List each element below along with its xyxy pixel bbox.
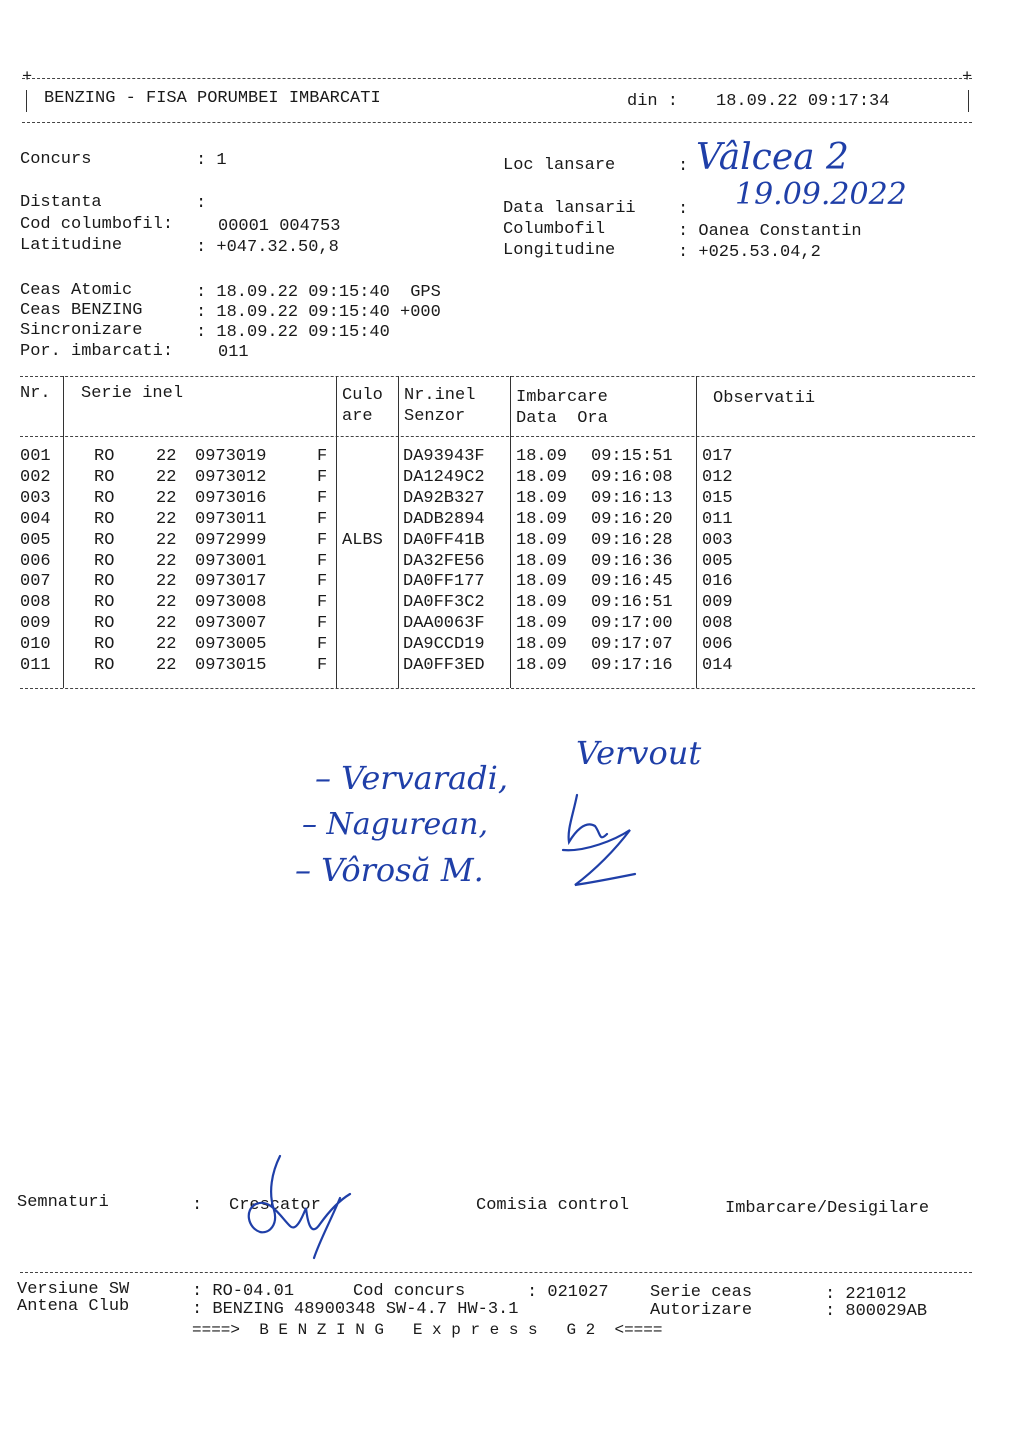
row-sex: F: [317, 656, 328, 675]
row-time: 09:15:51: [591, 447, 673, 466]
cod-columbofil-label: Cod columbofil:: [20, 215, 174, 234]
table-row: [0, 552, 1024, 573]
row-country: RO: [94, 635, 115, 655]
row-sex: F: [317, 593, 328, 613]
table-row: [0, 447, 1024, 468]
row-year: 22: [156, 635, 177, 655]
row-observatii: 015: [702, 488, 733, 508]
row-ring: 0972999: [195, 530, 267, 550]
row-sensor: DAA0063F: [403, 614, 485, 634]
table-row: [0, 468, 1024, 489]
row-sensor: DA92B327: [403, 488, 485, 508]
row-date: 18.09: [516, 635, 568, 655]
semnaturi-label: Semnaturi: [17, 1193, 109, 1212]
loc-lansare-colon: :: [678, 157, 689, 176]
col-header-culoare-1: Culo: [342, 386, 383, 405]
row-ring: 0973007: [195, 614, 267, 634]
page-title: BENZING - FISA PORUMBEI IMBARCATI: [44, 89, 381, 108]
col-header-senzor-1: Nr.inel: [404, 386, 476, 405]
row-nr: 002: [20, 467, 51, 487]
culoare-value: ALBS: [342, 531, 383, 550]
por-imbarcati-label: Por. imbarcati:: [20, 342, 174, 361]
row-sensor: DA0FF3ED: [403, 656, 485, 675]
row-nr: 005: [20, 530, 51, 550]
row-time: 09:16:51: [591, 593, 673, 613]
cod-columbofil-value: 00001 004753: [218, 217, 341, 236]
row-time: 09:16:08: [591, 467, 673, 487]
row-ring: 0973005: [195, 635, 267, 655]
row-date: 18.09: [516, 488, 568, 508]
row-time: 09:16:36: [591, 551, 673, 571]
row-sex: F: [317, 530, 328, 550]
handwritten-name: Vervout: [576, 734, 702, 772]
ceas-benzing-label: Ceas BENZING: [20, 301, 143, 320]
antena-club-label: Antena Club: [17, 1297, 130, 1316]
row-observatii: 006: [702, 635, 733, 655]
col-header-senzor-2: Senzor: [404, 407, 466, 426]
row-date: 18.09: [516, 509, 568, 529]
row-nr: 006: [20, 551, 51, 571]
concurs-label: Concurs: [20, 150, 92, 169]
row-nr: 008: [20, 593, 51, 613]
table-row: [0, 635, 1024, 656]
row-ring: 0973011: [195, 509, 267, 529]
row-country: RO: [94, 530, 115, 550]
sincronizare-label: Sincronizare: [20, 321, 143, 340]
autorizare-value: : 800029AB: [825, 1302, 928, 1321]
row-observatii: 011: [702, 509, 733, 529]
row-ring: 0973008: [195, 593, 267, 613]
row-sensor: DA0FF41B: [403, 530, 485, 550]
row-sex: F: [317, 572, 328, 592]
row-time: 09:16:45: [591, 572, 673, 592]
autorizare-label: Autorizare: [650, 1301, 753, 1320]
row-year: 22: [156, 509, 177, 529]
row-country: RO: [94, 593, 115, 613]
row-country: RO: [94, 467, 115, 487]
row-year: 22: [156, 530, 177, 550]
header-corner: +: [22, 68, 33, 87]
row-time: 09:16:20: [591, 509, 673, 529]
row-nr: 010: [20, 635, 51, 655]
crescator-signature: [230, 1152, 360, 1262]
row-country: RO: [94, 572, 115, 592]
serie-ceas-value: : 221012: [825, 1285, 907, 1304]
row-observatii: 016: [702, 572, 733, 592]
row-sex: F: [317, 447, 328, 466]
row-date: 18.09: [516, 530, 568, 550]
row-year: 22: [156, 656, 177, 675]
row-ring: 0973001: [195, 551, 267, 571]
table-bottom-rule: [20, 688, 975, 689]
row-nr: 001: [20, 447, 51, 466]
row-sex: F: [317, 509, 328, 529]
table-header-rule: [20, 436, 975, 437]
longitudine-label: Longitudine: [503, 241, 616, 260]
handwritten-note-2: – Nagurean,: [302, 807, 489, 842]
row-observatii: 005: [702, 551, 733, 571]
row-observatii: 008: [702, 614, 733, 634]
distanta-value: :: [196, 194, 207, 213]
comisia-label: Comisia control: [476, 1196, 630, 1215]
row-year: 22: [156, 467, 177, 487]
row-date: 18.09: [516, 614, 568, 634]
data-lansarii-colon: :: [678, 200, 689, 219]
row-time: 09:17:00: [591, 614, 673, 634]
col-header-culoare-2: are: [342, 407, 373, 426]
table-row: [0, 489, 1024, 510]
row-nr: 009: [20, 614, 51, 634]
loc-lansare-handwritten: Vâlcea 2: [696, 137, 849, 178]
header-top-rule: [22, 78, 972, 79]
col-header-nr: Nr.: [20, 384, 51, 403]
row-time: 09:17:07: [591, 635, 673, 655]
col-header-imbarcare-1: Imbarcare: [516, 388, 608, 407]
distanta-label: Distanta: [20, 193, 102, 212]
row-year: 22: [156, 447, 177, 466]
row-observatii: 012: [702, 467, 733, 487]
row-sensor: DA1249C2: [403, 467, 485, 487]
header-din-label: din :: [627, 92, 679, 111]
row-date: 18.09: [516, 572, 568, 592]
signature-mark: [555, 790, 645, 900]
row-ring: 0973019: [195, 447, 267, 466]
row-nr: 007: [20, 572, 51, 592]
row-sensor: DA93943F: [403, 447, 485, 466]
row-nr: 003: [20, 488, 51, 508]
cod-concurs-value: : 021027: [527, 1283, 609, 1302]
sincronizare-value: : 18.09.22 09:15:40: [196, 323, 390, 342]
row-sensor: DA0FF3C2: [403, 593, 485, 613]
col-header-observatii: Observatii: [713, 389, 816, 408]
header-left-border: [26, 90, 27, 112]
versiune-sw-value: : RO-04.01: [192, 1282, 295, 1301]
row-observatii: 017: [702, 447, 733, 466]
row-country: RO: [94, 488, 115, 508]
benzing-banner: ====> B E N Z I N G E x p r e s s G 2 <====: [192, 1321, 663, 1339]
data-lansarii-handwritten: 19.09.2022: [735, 177, 907, 212]
row-year: 22: [156, 593, 177, 613]
handwritten-note-1: – Vervaradi,: [315, 759, 508, 797]
semnaturi-colon: :: [192, 1196, 203, 1215]
columbofil-label: Columbofil: [503, 220, 606, 239]
header-corner: +: [962, 68, 973, 87]
row-country: RO: [94, 614, 115, 634]
header-timestamp: 18.09.22 09:17:34: [716, 92, 890, 111]
row-date: 18.09: [516, 656, 568, 675]
latitudine-label: Latitudine: [20, 236, 123, 255]
row-year: 22: [156, 551, 177, 571]
row-date: 18.09: [516, 467, 568, 487]
antena-club-value: : BENZING 48900348 SW-4.7 HW-3.1: [192, 1300, 519, 1319]
row-sensor: DA0FF177: [403, 572, 485, 592]
row-date: 18.09: [516, 551, 568, 571]
footer-rule: [20, 1272, 972, 1273]
row-ring: 0973017: [195, 572, 267, 592]
columbofil-value: : Oanea Constantin: [678, 222, 862, 241]
row-country: RO: [94, 551, 115, 571]
row-time: 09:17:16: [591, 656, 673, 675]
row-sex: F: [317, 488, 328, 508]
row-year: 22: [156, 488, 177, 508]
latitudine-value: : +047.32.50,8: [196, 238, 339, 257]
row-observatii: 014: [702, 656, 733, 675]
row-ring: 0973015: [195, 656, 267, 675]
row-date: 18.09: [516, 593, 568, 613]
table-top-rule: [20, 376, 975, 377]
versiune-sw-label: Versiune SW: [17, 1280, 130, 1299]
row-sex: F: [317, 551, 328, 571]
row-time: 09:16:13: [591, 488, 673, 508]
row-nr: 004: [20, 509, 51, 529]
ceas-atomic-value: : 18.09.22 09:15:40 GPS: [196, 283, 441, 302]
row-year: 22: [156, 614, 177, 634]
table-row: [0, 531, 1024, 552]
data-lansarii-label: Data lansarii: [503, 199, 636, 218]
row-time: 09:16:28: [591, 530, 673, 550]
por-imbarcati-value: 011: [218, 343, 249, 362]
row-sensor: DA9CCD19: [403, 635, 485, 655]
concurs-value: : 1: [196, 151, 227, 170]
row-sensor: DA32FE56: [403, 551, 485, 571]
header-right-border: [968, 90, 969, 112]
ceas-atomic-label: Ceas Atomic: [20, 281, 133, 300]
table-row: [0, 593, 1024, 614]
ceas-benzing-value: : 18.09.22 09:15:40 +000: [196, 303, 441, 322]
row-sensor: DADB2894: [403, 509, 485, 529]
table-row: [0, 572, 1024, 593]
row-nr: 011: [20, 656, 51, 675]
table-row: [0, 510, 1024, 531]
table-row: [0, 614, 1024, 635]
loc-lansare-label: Loc lansare: [503, 156, 616, 175]
row-country: RO: [94, 509, 115, 529]
cod-concurs-label: Cod concurs: [353, 1282, 466, 1301]
row-country: RO: [94, 656, 115, 675]
row-year: 22: [156, 572, 177, 592]
col-header-imbarcare-2: Data Ora: [516, 409, 608, 428]
table-row: [0, 656, 1024, 677]
row-country: RO: [94, 447, 115, 466]
row-sex: F: [317, 635, 328, 655]
serie-ceas-label: Serie ceas: [650, 1283, 753, 1302]
row-ring: 0973016: [195, 488, 267, 508]
handwritten-note-3: – Vôrosă M.: [295, 851, 484, 889]
row-ring: 0973012: [195, 467, 267, 487]
row-sex: F: [317, 467, 328, 487]
row-sex: F: [317, 614, 328, 634]
row-observatii: 003: [702, 530, 733, 550]
row-date: 18.09: [516, 447, 568, 466]
crescator-label: Crescator: [229, 1196, 321, 1215]
col-header-serie: Serie inel: [81, 384, 184, 403]
row-observatii: 009: [702, 593, 733, 613]
imbarcare-label: Imbarcare/Desigilare: [725, 1199, 930, 1218]
longitudine-value: : +025.53.04,2: [678, 243, 821, 262]
header-bottom-rule: [22, 122, 972, 123]
